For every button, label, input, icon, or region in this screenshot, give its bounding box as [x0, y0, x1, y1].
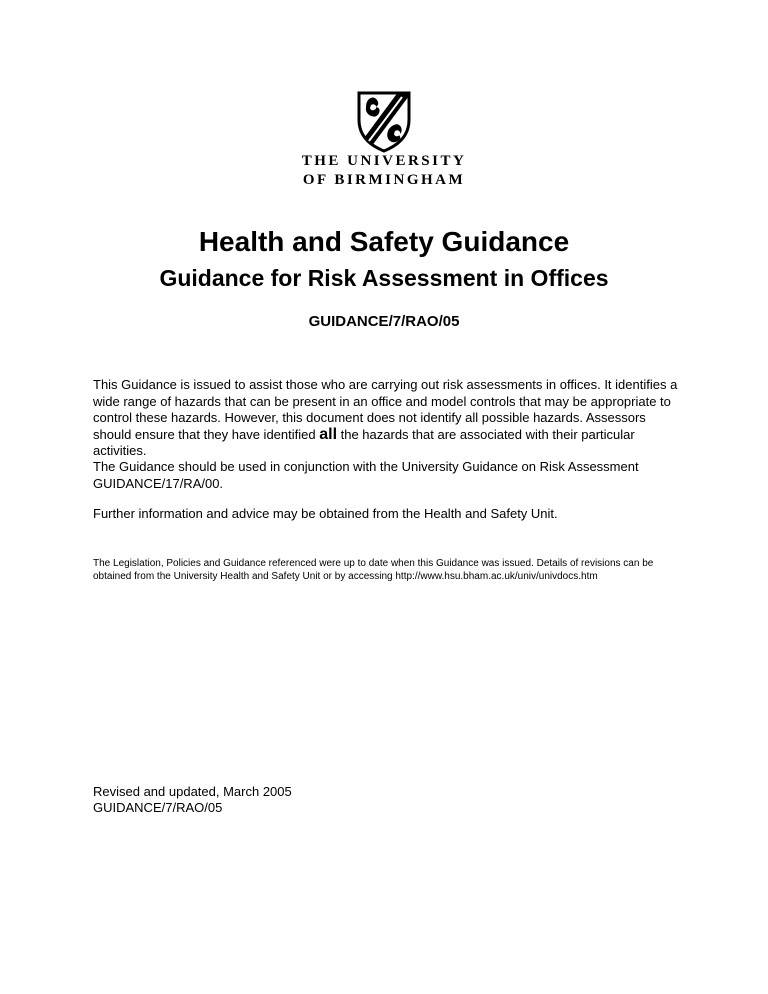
university-logo — [0, 90, 768, 159]
university-name-line2: OF BIRMINGHAM — [302, 172, 466, 188]
intro-text-part2: the hazards that are associated with their particular activities. — [93, 426, 635, 458]
document-footer — [93, 784, 292, 816]
document-title: Health and Safety Guidance — [198, 226, 570, 257]
intro-text-part1: This Guidance is issued to assist those who are carrying out risk assessments in offices. It identifies a wide range of hazards that can be present in an office and model controls that may be appropriate to control these hazards. However, this document does not identify all possible hazards. Assessors should ensure that they have identified — [93, 377, 678, 442]
guidance-conjunction-paragraph: The Guidance should be used in conjunction with the University Guidance on Risk Assessment GUIDANCE/17/RA/00. — [93, 459, 639, 491]
further-information-paragraph: Further information and advice may be obtained from the Health and Safety Unit. — [93, 506, 558, 521]
revisions-footnote: The Legislation, Policies and Guidance referenced were up to date when this Guidance was issued. Details of revisions can be obtained from the University Health and Safety Unit or by accessing http://www.hsu.bham.ac.uk/univ/univdocs.htm — [93, 558, 654, 582]
document-reference: GUIDANCE/7/RAO/05 — [308, 313, 460, 330]
university-name-line1: THE UNIVERSITY — [301, 153, 467, 169]
university-name — [0, 152, 768, 190]
document-subtitle: Guidance for Risk Assessment in Offices — [159, 265, 609, 291]
intro-emphasis-word: all — [319, 425, 338, 443]
footer-reference: GUIDANCE/7/RAO/05 — [93, 800, 223, 815]
university-crest-icon — [355, 90, 413, 154]
intro-paragraph — [93, 377, 680, 460]
footer-revision-date: Revised and updated, March 2005 — [93, 784, 292, 799]
